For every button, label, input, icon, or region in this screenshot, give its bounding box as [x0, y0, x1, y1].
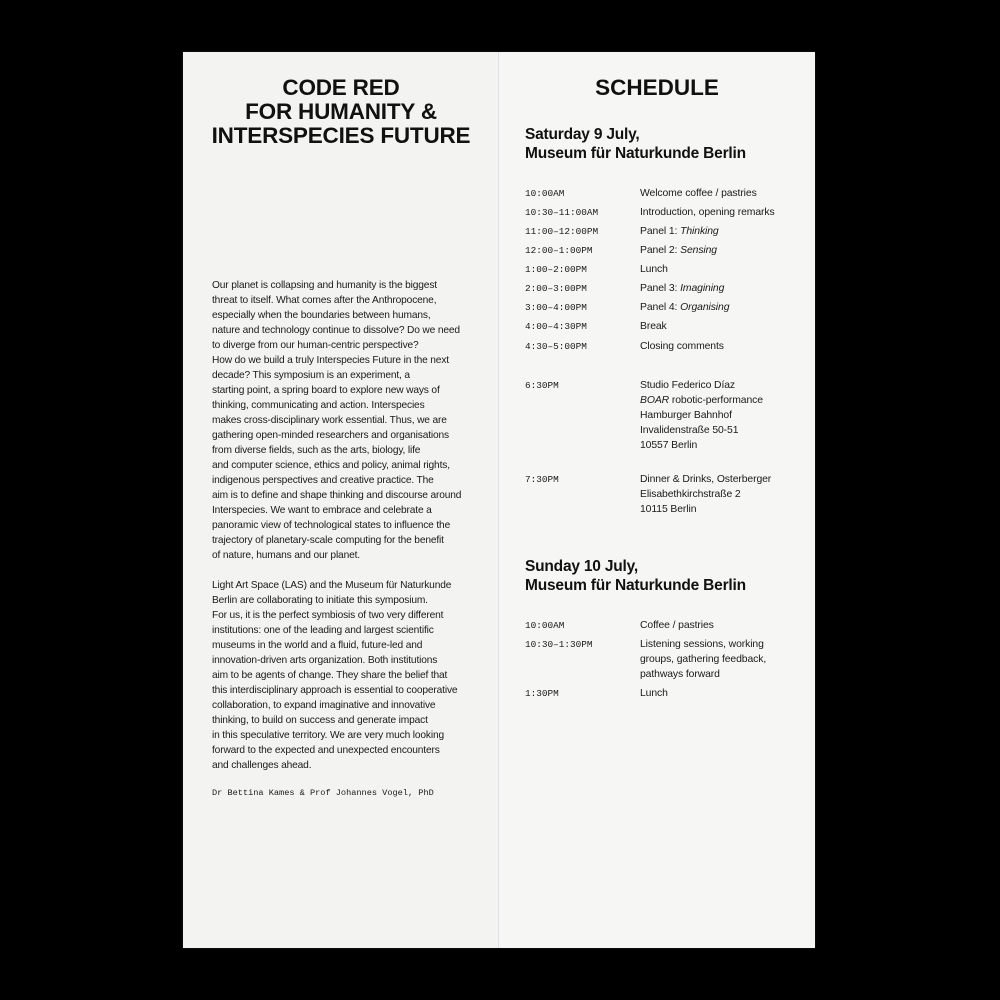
- heading-line: Saturday 9 July,: [525, 126, 640, 143]
- text-line: forward to the expected and unexpected encounters: [212, 745, 440, 756]
- text-line: innovation-driven arts organization. Both institutions: [212, 655, 438, 666]
- schedule-time: 10:00AM: [525, 620, 565, 631]
- schedule-event: [640, 378, 763, 453]
- event-italic: Imagining: [680, 283, 725, 294]
- schedule-event: Lunch: [640, 264, 668, 275]
- schedule-time: 6:30PM: [525, 380, 559, 391]
- event-italic: Thinking: [680, 226, 719, 237]
- schedule-time: 4:30–5:00PM: [525, 341, 587, 352]
- schedule-event: [640, 224, 719, 239]
- event-prefix: Panel 1:: [640, 226, 681, 237]
- event-line: 10557 Berlin: [640, 440, 698, 451]
- schedule-event: Welcome coffee / pastries: [640, 188, 757, 199]
- schedule-time: 1:00–2:00PM: [525, 264, 587, 275]
- text-line: from diverse fields, such as the arts, biology, life: [212, 445, 421, 456]
- title-line: FOR HUMANITY &: [245, 99, 437, 124]
- schedule-time: 10:30–1:30PM: [525, 639, 593, 650]
- text-line: of nature, humans and our planet.: [212, 550, 360, 561]
- text-line: aim to be agents of change. They share the belief that: [212, 670, 448, 681]
- event-line: pathways forward: [640, 669, 720, 680]
- heading-line: Museum für Naturkunde Berlin: [525, 145, 746, 162]
- event-line: Invalidenstraße 50-51: [640, 425, 739, 436]
- text-line: thinking, to build on success and generate impact: [212, 715, 428, 726]
- event-italic: Organising: [680, 302, 730, 313]
- signature: Dr Bettina Kames & Prof Johannes Vogel, PhD: [212, 788, 434, 798]
- schedule-title: SCHEDULE: [595, 75, 719, 100]
- schedule-time: 3:00–4:00PM: [525, 302, 587, 313]
- title-line: CODE RED: [282, 75, 400, 100]
- text-line: Our planet is collapsing and humanity is the biggest: [212, 280, 437, 291]
- schedule-time: 11:00–12:00PM: [525, 226, 599, 237]
- right-page: [499, 52, 815, 948]
- text-line: How do we build a truly Interspecies Future in the next: [212, 355, 449, 366]
- text-line: makes cross-disciplinary work essential. Thus, we are: [212, 415, 447, 426]
- schedule-time: 10:00AM: [525, 188, 565, 199]
- event-line: Dinner & Drinks, Osterberger: [640, 474, 772, 485]
- event-prefix: Panel 3:: [640, 283, 681, 294]
- event-line: Studio Federico Díaz: [640, 380, 736, 391]
- schedule-event: Lunch: [640, 688, 668, 699]
- text-line: nature and technology continue to dissolve? Do we need: [212, 325, 460, 336]
- text-line: panoramic view of technological states to influence the: [212, 520, 451, 531]
- text-line: gathering open-minded researchers and organisations: [212, 430, 450, 441]
- schedule-event: Break: [640, 321, 667, 332]
- schedule-time: 10:30–11:00AM: [525, 207, 599, 218]
- schedule-time: 7:30PM: [525, 474, 559, 485]
- event-line: Listening sessions, working: [640, 639, 764, 650]
- schedule-event: [640, 243, 717, 258]
- page-title: [183, 76, 499, 148]
- schedule-time: 1:30PM: [525, 688, 559, 699]
- event-prefix: Panel 2:: [640, 245, 681, 256]
- schedule-event: [640, 637, 766, 682]
- heading-line: Sunday 10 July,: [525, 558, 639, 575]
- schedule-event: [640, 281, 724, 296]
- text-line: institutions: one of the leading and largest scientific: [212, 625, 434, 636]
- text-line: and computer science, ethics and policy, animal rights,: [212, 460, 450, 471]
- text-line: aim is to define and shape thinking and discourse around: [212, 490, 462, 501]
- schedule-event: [640, 300, 729, 315]
- left-page: [183, 52, 499, 948]
- event-rest: robotic-performance: [669, 395, 763, 406]
- schedule-event: Closing comments: [640, 341, 724, 352]
- schedule-event: [640, 472, 771, 517]
- text-line: For us, it is the perfect symbiosis of two very different: [212, 610, 444, 621]
- day2-heading: [525, 557, 746, 595]
- heading-line: Museum für Naturkunde Berlin: [525, 577, 746, 594]
- title-line: INTERSPECIES FUTURE: [211, 123, 471, 148]
- booklet-spread: [183, 52, 815, 948]
- event-italic: BOAR: [640, 395, 670, 406]
- intro-paragraph-2: [212, 578, 492, 773]
- text-line: museums in the world and a fluid, future-led and: [212, 640, 423, 651]
- text-line: Interspecies. We want to embrace and celebrate a: [212, 505, 432, 516]
- text-line: threat to itself. What comes after the Anthropocene,: [212, 295, 437, 306]
- text-line: decade? This symposium is an experiment, a: [212, 370, 410, 381]
- text-line: starting point, a spring board to explore new ways of: [212, 385, 440, 396]
- schedule-time: 4:00–4:30PM: [525, 321, 587, 332]
- intro-paragraph-1: [212, 278, 492, 563]
- text-line: collaboration, to expand imaginative and innovative: [212, 700, 436, 711]
- schedule-time: 12:00–1:00PM: [525, 245, 593, 256]
- text-line: thinking, communicating and action. Interspecies: [212, 400, 425, 411]
- event-line: 10115 Berlin: [640, 504, 697, 515]
- day1-heading: [525, 125, 746, 163]
- text-line: to diverge from our human-centric perspective?: [212, 340, 419, 351]
- event-line: Elisabethkirchstraße 2: [640, 489, 741, 500]
- text-line: and challenges ahead.: [212, 760, 312, 771]
- event-prefix: Panel 4:: [640, 302, 681, 313]
- text-line: especially when the boundaries between humans,: [212, 310, 431, 321]
- text-line: trajectory of planetary-scale computing for the benefit: [212, 535, 444, 546]
- schedule-time: 2:00–3:00PM: [525, 283, 587, 294]
- text-line: in this speculative territory. We are very much looking: [212, 730, 445, 741]
- text-line: indigenous perspectives and creative practice. The: [212, 475, 434, 486]
- event-line: groups, gathering feedback,: [640, 654, 767, 665]
- event-line: [640, 393, 763, 408]
- text-line: Light Art Space (LAS) and the Museum für Naturkunde: [212, 580, 452, 591]
- text-line: Berlin are collaborating to initiate this symposium.: [212, 595, 428, 606]
- text-line: this interdisciplinary approach is essential to cooperative: [212, 685, 458, 696]
- event-line: Hamburger Bahnhof: [640, 410, 732, 421]
- event-italic: Sensing: [680, 245, 717, 256]
- schedule-event: Introduction, opening remarks: [640, 207, 775, 218]
- schedule-event: Coffee / pastries: [640, 620, 714, 631]
